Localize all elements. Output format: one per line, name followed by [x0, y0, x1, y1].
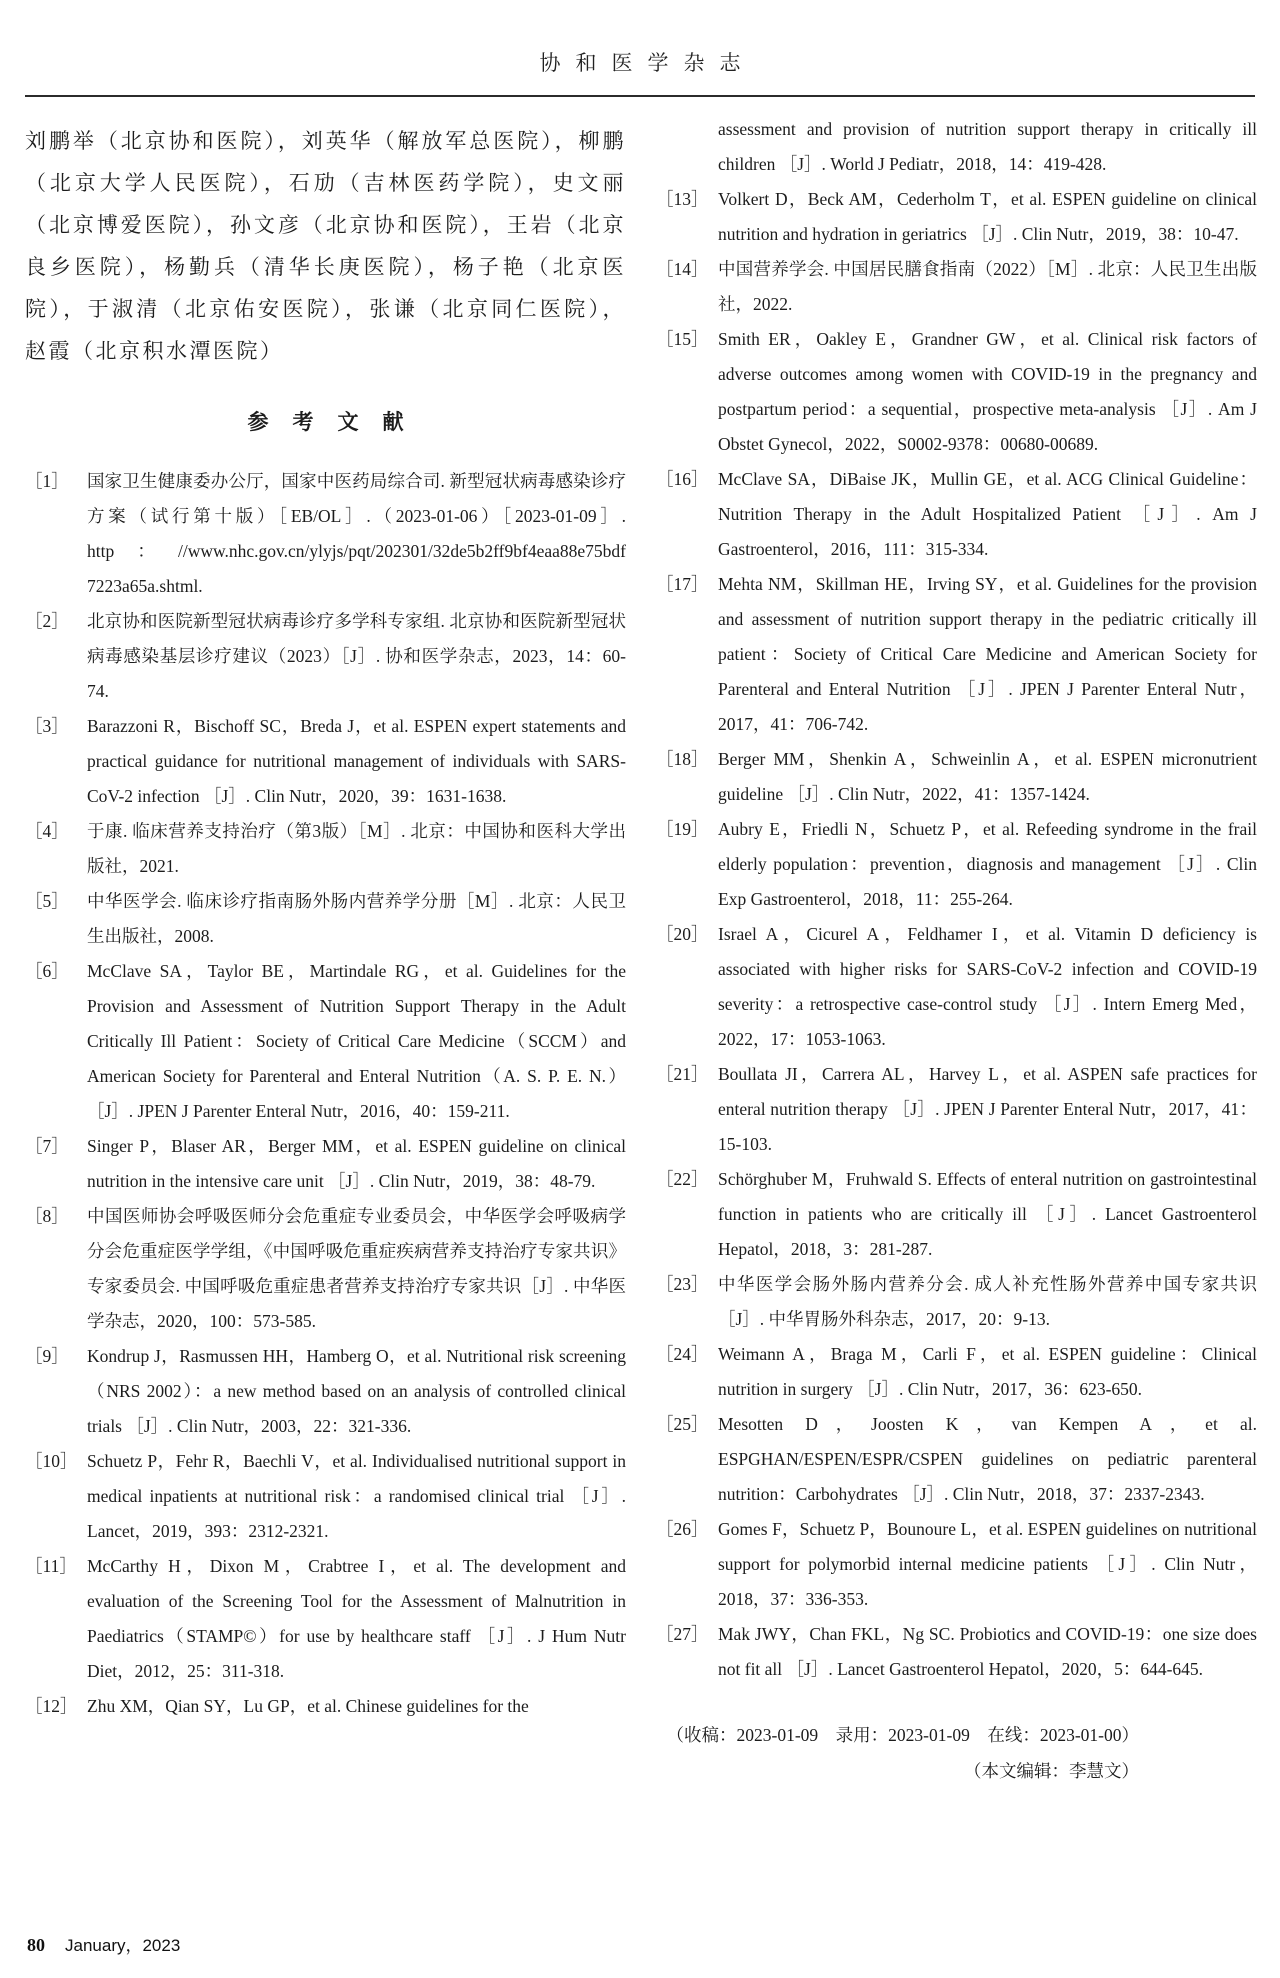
reference-text: Schörghuber M，Fruhwald S. Effects of enteral nutrition on gastrointestinal function in patients who are critically ill ［J］. Lancet Gastroenterol Hepatol，2018，3：281-287. [718, 1169, 1257, 1259]
references-heading: 参考文献 [247, 410, 428, 434]
reference-number: ［14］ [656, 259, 709, 279]
reference-item [25, 604, 626, 709]
reference-number: ［23］ [656, 1274, 709, 1294]
reference-item [25, 1129, 626, 1199]
reference-number: ［17］ [656, 574, 709, 594]
reference-item [656, 917, 1257, 1057]
reference-item [656, 252, 1257, 322]
issue-date: January，2023 [65, 1936, 181, 1955]
reference-text: Weimann A，Braga M，Carli F，et al. ESPEN guideline：Clinical nutrition in surgery ［J］. Clin Nutr，2017，36：623-650. [718, 1344, 1257, 1399]
header-rule [25, 95, 1255, 97]
reference-text: McCarthy H，Dixon M，Crabtree I，et al. The development and evaluation of the Screening Tool for the Assessment of Malnutrition in Paediatrics（STAMP©）for use by healthcare staff ［J］. J Hum Nutr Diet，2012，25：311-318. [87, 1556, 626, 1681]
reference-number: ［10］ [25, 1451, 78, 1471]
reference-number: ［18］ [656, 749, 709, 769]
reference-item [656, 322, 1257, 462]
reference-number: ［8］ [25, 1206, 69, 1226]
reference-text: McClave SA，DiBaise JK，Mullin GE，et al. ACG Clinical Guideline：Nutrition Therapy in the Adult Hospitalized Patient ［J］. Am J Gastroenterol，2016，111：315-334. [718, 469, 1257, 559]
reference-text: McClave SA，Taylor BE，Martindale RG，et al. Guidelines for the Provision and Assessment of Nutrition Support Therapy in the Adult Critically Ill Patient：Society of Critical Care Medicine（SCCM）and American Society for Parenteral and Enteral Nutrition（A. S. P. E. N.）［J］. JPEN J Parenter Enteral Nutr，2016，40：159-211. [87, 961, 626, 1121]
reference-text: Berger MM，Shenkin A，Schweinlin A，et al. ESPEN micronutrient guideline ［J］. Clin Nutr，2022，41：1357-1424. [718, 749, 1257, 804]
reference-item-continuation [656, 112, 1257, 182]
page-number: 80 [27, 1935, 45, 1955]
reference-text: Volkert D，Beck AM，Cederholm T，et al. ESPEN guideline on clinical nutrition and hydration in geriatrics ［J］. Clin Nutr，2019，38：10-47. [718, 189, 1257, 244]
closing-block [656, 1717, 1257, 1789]
reference-text: Mehta NM，Skillman HE，Irving SY，et al. Guidelines for the provision and assessment of nutrition support therapy in the pediatric critically ill patient：Society of Critical Care Medicine and American Society for Parenteral and Enteral Nutrition ［J］. JPEN J Parenter Enteral Nutr，2017，41：706-742. [718, 574, 1257, 734]
reference-number: ［3］ [25, 716, 69, 736]
reference-item [656, 812, 1257, 917]
reference-number: ［21］ [656, 1064, 709, 1084]
reference-number: ［12］ [25, 1696, 78, 1716]
reference-number: ［2］ [25, 611, 69, 631]
content-columns [25, 112, 1257, 1789]
reference-number: ［16］ [656, 469, 709, 489]
reference-text: Zhu XM，Qian SY，Lu GP，et al. Chinese guidelines for the [87, 1696, 529, 1716]
reference-item [656, 182, 1257, 252]
reference-number: ［13］ [656, 189, 709, 209]
reference-text: 北京协和医院新型冠状病毒诊疗多学科专家组. 北京协和医院新型冠状病毒感染基层诊疗建议（2023）［J］. 协和医学杂志，2023，14：60-74. [87, 611, 626, 701]
reference-text: Gomes F，Schuetz P，Bounoure L，et al. ESPEN guidelines on nutritional support for polymorbid internal medicine patients ［J］. Clin Nutr，2018，37：336-353. [718, 1519, 1257, 1609]
reference-text: Mesotten D，Joosten K，van Kempen A，et al. ESPGHAN/ESPEN/ESPR/CSPEN guidelines on pediatric parenteral nutrition：Carbohydrates ［J］. Clin Nutr，2018，37：2337-2343. [718, 1414, 1257, 1504]
reference-number: ［7］ [25, 1136, 69, 1156]
reference-number: ［22］ [656, 1169, 709, 1189]
reference-text: Barazzoni R，Bischoff SC，Breda J，et al. ESPEN expert statements and practical guidance for nutritional management of individuals with SARS-CoV-2 infection ［J］. Clin Nutr，2020，39：1631-1638. [87, 716, 626, 806]
reference-number: ［20］ [656, 924, 709, 944]
reference-text: Mak JWY，Chan FKL，Ng SC. Probiotics and COVID-19：one size does not fit all ［J］. Lancet Gastroenterol Hepatol，2020，5：644-645. [718, 1624, 1257, 1679]
reference-number: ［24］ [656, 1344, 709, 1364]
reference-number: ［9］ [25, 1346, 69, 1366]
reference-text: Schuetz P，Fehr R，Baechli V，et al. Individualised nutritional support in medical inpatients at nutritional risk：a randomised clinical trial ［J］. Lancet，2019，393：2312-2321. [87, 1451, 626, 1541]
reference-item [25, 884, 626, 954]
reference-text: Smith ER，Oakley E，Grandner GW，et al. Clinical risk factors of adverse outcomes among women with COVID-19 in the pregnancy and postpartum period：a sequential，prospective meta-analysis ［J］. Am J Obstet Gynecol，2022，S0002-9378：00680-00689. [718, 329, 1257, 454]
reference-number: ［19］ [656, 819, 709, 839]
reference-text: 中华医学会. 临床诊疗指南肠外肠内营养学分册［M］. 北京：人民卫生出版社，2008. [87, 891, 626, 946]
reference-item [656, 1162, 1257, 1267]
reference-text: 中国营养学会. 中国居民膳食指南（2022）［M］. 北京：人民卫生出版社，2022. [718, 259, 1257, 314]
right-column [656, 112, 1257, 1789]
reference-number: ［25］ [656, 1414, 709, 1434]
reference-number: ［11］ [25, 1556, 77, 1576]
page-footer [27, 1931, 180, 1956]
article-editor: （本文编辑：李慧文） [964, 1761, 1139, 1781]
reference-text: Israel A，Cicurel A，Feldhamer I，et al. Vitamin D deficiency is associated with higher risks for SARS-CoV-2 infection and COVID-19 severity：a retrospective case-control study ［J］. Intern Emerg Med，2022，17：1053-1063. [718, 924, 1257, 1049]
reference-number: ［5］ [25, 891, 69, 911]
reference-item [25, 1549, 626, 1689]
journal-title: 协和医学杂志 [539, 51, 756, 75]
reference-text: Singer P，Blaser AR，Berger MM，et al. ESPEN guideline on clinical nutrition in the intensive care unit ［J］. Clin Nutr，2019，38：48-79. [87, 1136, 626, 1191]
reference-item [656, 567, 1257, 742]
reference-number: ［26］ [656, 1519, 709, 1539]
reference-text: 中国医师协会呼吸医师分会危重症专业委员会，中华医学会呼吸病学分会危重症医学学组，《中国呼吸危重症疾病营养支持治疗专家共识》专家委员会. 中国呼吸危重症患者营养支持治疗专家共识［J］. 中华医学杂志，2020，100：573-585. [87, 1206, 626, 1331]
reference-number: ［4］ [25, 821, 69, 841]
reference-item [656, 1267, 1257, 1337]
reference-item [656, 742, 1257, 812]
references-list-left [25, 464, 626, 1724]
reference-item [656, 1407, 1257, 1512]
reference-item [25, 709, 626, 814]
reference-item [25, 814, 626, 884]
author-affiliation-list: 刘鹏举（北京协和医院），刘英华（解放军总医院），柳鹏（北京大学人民医院），石劢（吉林医药学院），史文丽（北京博爱医院），孙文彦（北京协和医院），王岩（北京良乡医院），杨勤兵（清华长庚医院），杨子艳（北京医院），于淑清（北京佑安医院），张谦（北京同仁医院），赵霞（北京积水潭医院） [25, 129, 626, 363]
reference-number: ［15］ [656, 329, 709, 349]
reference-text: Boullata JI，Carrera AL，Harvey L，et al. ASPEN safe practices for enteral nutrition therapy ［J］. JPEN J Parenter Enteral Nutr，2017，41：15-103. [718, 1064, 1257, 1154]
reference-number: ［6］ [25, 961, 69, 981]
reference-item [25, 1689, 626, 1724]
reference-text: Kondrup J，Rasmussen HH，Hamberg O，et al. Nutritional risk screening（NRS 2002）：a new method based on an analysis of controlled clinical trials ［J］. Clin Nutr，2003，22：321-336. [87, 1346, 626, 1436]
left-column [25, 112, 626, 1789]
references-list-right [656, 182, 1257, 1687]
reference-item [656, 1512, 1257, 1617]
reference-text: 中华医学会肠外肠内营养分会. 成人补充性肠外营养中国专家共识［J］. 中华胃肠外科杂志，2017，20：9-13. [718, 1274, 1257, 1329]
reference-number-empty [656, 112, 718, 182]
reference-item [656, 1057, 1257, 1162]
reference-item [25, 1444, 626, 1549]
reference-item [25, 464, 626, 604]
reference-item [656, 462, 1257, 567]
reference-item [25, 954, 626, 1129]
reference-number: ［27］ [656, 1624, 709, 1644]
reference-text: 于康. 临床营养支持治疗（第3版）［M］. 北京：中国协和医科大学出版社，2021. [87, 821, 626, 876]
reference-text: Aubry E，Friedli N，Schuetz P，et al. Refeeding syndrome in the frail elderly population：prevention，diagnosis and management ［J］. Clin Exp Gastroenterol，2018，11：255-264. [718, 819, 1257, 909]
reference-item [25, 1199, 626, 1339]
reference-number: ［1］ [25, 471, 69, 491]
reference-item [25, 1339, 626, 1444]
manuscript-dates: （收稿：2023-01-09 录用：2023-01-09 在线：2023-01-00） [666, 1725, 1139, 1745]
reference-text: assessment and provision of nutrition support therapy in critically ill children ［J］. World J Pediatr，2018，14：419-428. [718, 119, 1257, 174]
reference-item [656, 1337, 1257, 1407]
reference-text: 国家卫生健康委办公厅，国家中医药局综合司. 新型冠状病毒感染诊疗方案（试行第十版）［EB/OL］.（2023-01-06）［2023-01-09］. http：//www.nhc.gov.cn/ylyjs/pqt/202301/32de5b2ff9bf4eaa88e75bdf 7223a65a.shtml. [87, 471, 626, 596]
reference-item [656, 1617, 1257, 1687]
